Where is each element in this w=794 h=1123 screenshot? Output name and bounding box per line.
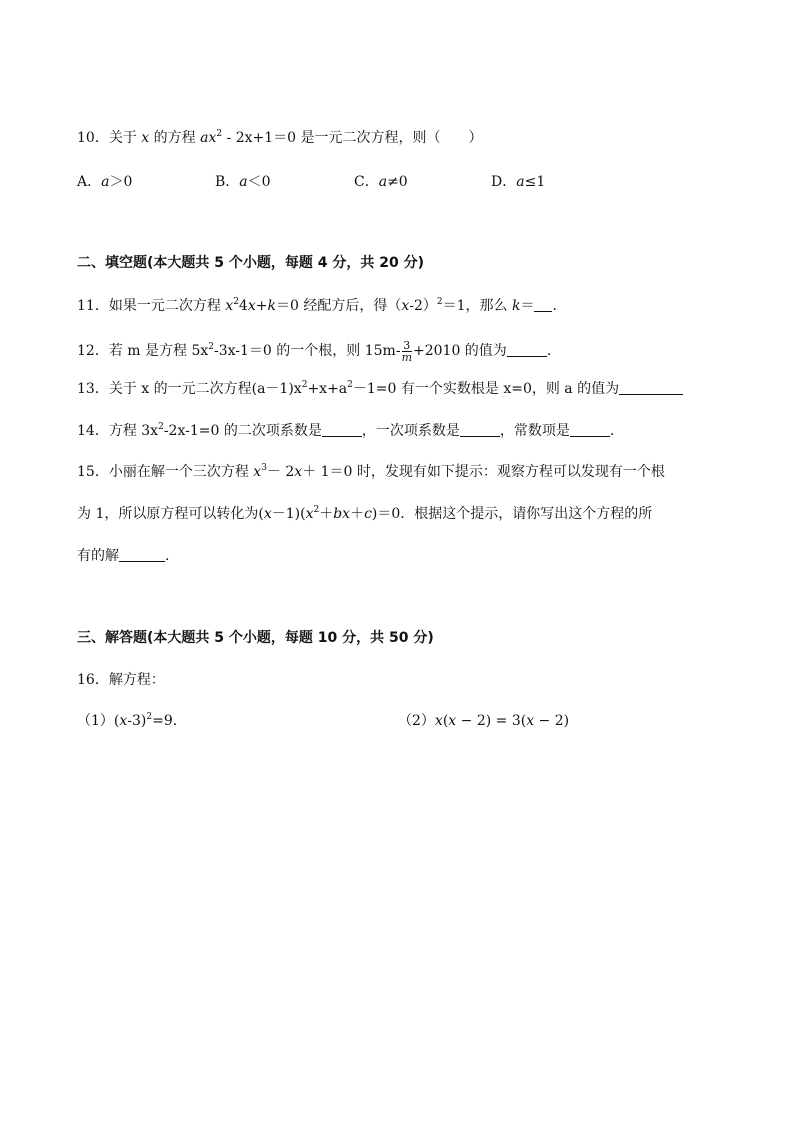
section-heading-solutions: 三、解答题(本大题共 5 个小题，每题 10 分，共 50 分) bbox=[77, 630, 434, 646]
answer-blank[interactable] bbox=[619, 380, 683, 395]
question-15-line-3: 有的解 . bbox=[77, 548, 170, 564]
question-16-part-2: （2）x(x − 2) = 3(x − 2) bbox=[398, 713, 570, 729]
question-10: 10．关于 x 的方程 $ax^2 - 2x+1=0$ 是一元二次方程，则（ ） bbox=[77, 129, 483, 146]
question-12: 12．若 m 是方程 $5x^2-3x-1=0$ 的一个根，则 15m- $\frac{3}{m}$ +2010 的值为 . bbox=[77, 338, 552, 364]
answer-blank[interactable] bbox=[119, 547, 165, 562]
section-heading-fill-in: 二、填空题(本大题共 5 个小题，每题 4 分，共 20 分) bbox=[77, 255, 425, 271]
answer-blank[interactable] bbox=[507, 342, 547, 357]
question-16: 16．解方程： bbox=[77, 672, 165, 688]
option-c: C．a≠0 bbox=[354, 174, 408, 190]
option-b: B．a＜0 bbox=[215, 174, 271, 190]
question-11: 11．如果一元二次方程 $x^24x+k=0$ 经配方后，得$(x-2)^2=1$，那么 k＝ . bbox=[77, 297, 557, 314]
question-15-line-2: 为 1，所以原方程可以转化为$(x-1)(x^2+bx+c)=0$．根据这个提示，请你写出这个方程的所 bbox=[77, 505, 653, 522]
question-15-line-1: 15．小丽在解一个三次方程 $x^3- 2x+ 1=0$ 时，发现有如下提示：观察方程可以发现有一个根 bbox=[77, 463, 665, 480]
question-number: 10． bbox=[77, 130, 109, 146]
question-16-part-1: $(1)(x-3)^2=9$． bbox=[77, 712, 187, 729]
answer-blank[interactable] bbox=[534, 297, 552, 312]
answer-blank[interactable] bbox=[460, 422, 500, 437]
option-d: D．a≤1 bbox=[491, 174, 546, 190]
question-13: 13．关于 x 的一元二次方程$(a-1)x^2+x+a^2-1=0$ 有一个实数根是 x=0，则 a 的值为 bbox=[77, 379, 683, 399]
question-14: 14．方程 $3x^2-2x-1=0$ 的二次项系数是 ，一次项系数是 ，常数项是 . bbox=[77, 422, 615, 439]
answer-blank[interactable] bbox=[570, 422, 610, 437]
fraction-3-over-m: $\frac{3}{m}$ bbox=[401, 338, 412, 364]
option-a: A．a＞0 bbox=[77, 174, 133, 190]
answer-blank[interactable] bbox=[322, 422, 362, 437]
